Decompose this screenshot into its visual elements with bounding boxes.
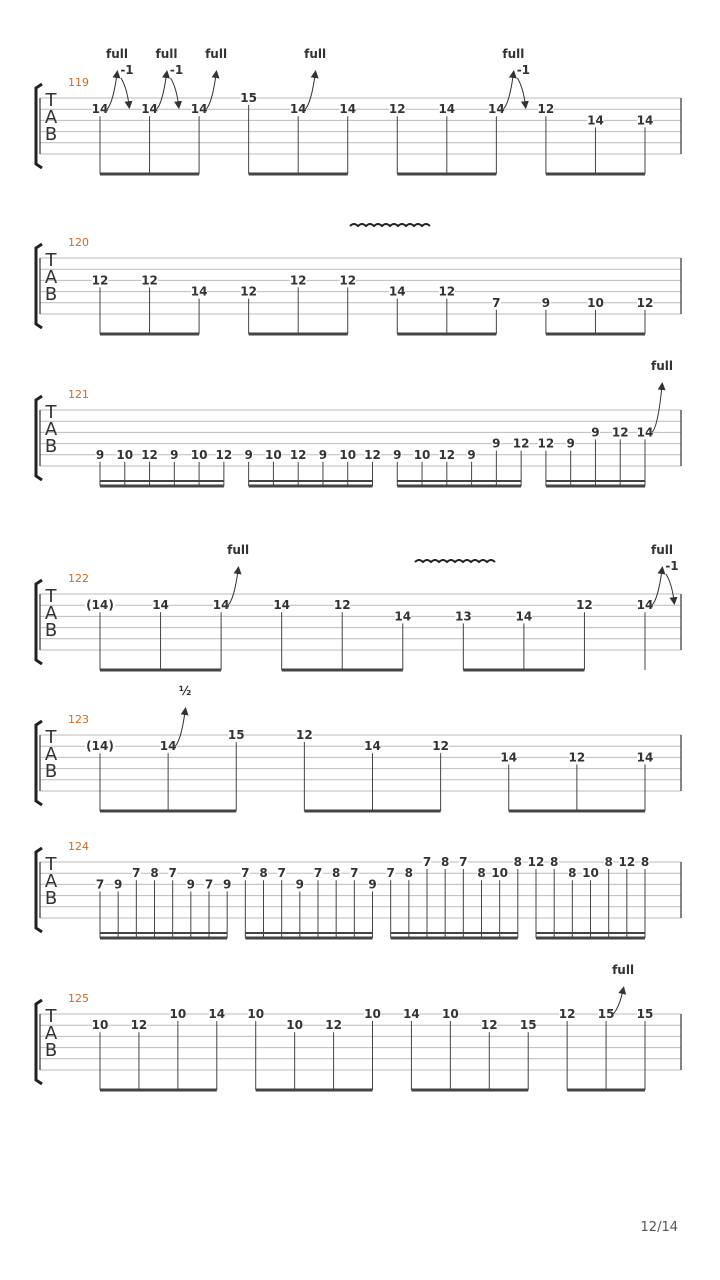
measure-number: 123 bbox=[68, 713, 89, 726]
fret-number: 8 bbox=[513, 855, 523, 869]
tab-clef-letter: A bbox=[44, 603, 58, 624]
fret-number: 15 bbox=[636, 1007, 654, 1021]
fret-number: 9 bbox=[393, 447, 402, 462]
fret-number: 14 bbox=[515, 609, 533, 624]
bend-arrow bbox=[613, 990, 623, 1014]
bend-label: full bbox=[612, 963, 635, 977]
fret-number: 10 bbox=[286, 1018, 303, 1033]
staff-system-119 bbox=[36, 47, 681, 174]
fret-number: 9 bbox=[170, 447, 179, 462]
bend-label: ½ bbox=[178, 684, 192, 698]
fret-number: 7 bbox=[422, 855, 432, 869]
fret-number: 12 bbox=[215, 447, 233, 462]
bend-arrow bbox=[503, 74, 513, 109]
fret-number: 10 bbox=[587, 295, 604, 310]
fret-number: 10 bbox=[364, 1007, 381, 1021]
bend-label: full bbox=[502, 47, 525, 61]
fret-number: 9 bbox=[295, 877, 305, 892]
fret-number: 7 bbox=[241, 866, 250, 881]
fret-number: 8 bbox=[549, 855, 559, 869]
fret-number: 9 bbox=[492, 436, 501, 451]
fret-number: 10 bbox=[190, 447, 208, 462]
fret-number: 8 bbox=[440, 855, 450, 869]
tab-clef-letter: A bbox=[44, 1023, 58, 1044]
fret-number: 9 bbox=[591, 425, 600, 440]
fret-number: 12 bbox=[438, 284, 456, 299]
fret-number: 8 bbox=[568, 866, 577, 881]
fret-number: (14) bbox=[86, 598, 114, 613]
fret-number: 7 bbox=[386, 866, 395, 881]
fret-number: 15 bbox=[227, 728, 245, 742]
fret-number: 12 bbox=[558, 1007, 576, 1021]
tab-clef-letter: T bbox=[45, 402, 57, 423]
fret-number: 10 bbox=[491, 866, 509, 881]
staff-system-123 bbox=[36, 684, 681, 811]
measure-number: 120 bbox=[68, 236, 89, 249]
fret-number: 9 bbox=[95, 447, 105, 462]
bend-arrow bbox=[652, 570, 662, 605]
bend-label: full bbox=[651, 359, 673, 373]
tab-clef-letter: B bbox=[44, 284, 58, 305]
fret-number: 14 bbox=[339, 102, 357, 117]
tab-clef-letter: T bbox=[45, 1006, 57, 1027]
bend-arrow bbox=[175, 711, 185, 746]
system-bracket bbox=[36, 244, 42, 328]
fret-number: 14 bbox=[208, 1007, 226, 1021]
fret-number: 14 bbox=[488, 102, 505, 117]
fret-number: (14) bbox=[86, 739, 114, 754]
fret-number: 8 bbox=[404, 866, 414, 881]
system-bracket bbox=[36, 848, 42, 932]
fret-number: 12 bbox=[527, 855, 545, 869]
fret-number: 7 bbox=[132, 866, 141, 881]
fret-number: 8 bbox=[331, 866, 341, 881]
fret-number: 8 bbox=[477, 866, 486, 881]
fret-number: 15 bbox=[519, 1018, 537, 1033]
fret-number: 14 bbox=[636, 598, 654, 613]
fret-number: 12 bbox=[364, 447, 381, 462]
fret-number: 12 bbox=[568, 750, 586, 765]
system-bracket bbox=[36, 1000, 42, 1084]
tab-clef-letter: B bbox=[44, 761, 58, 782]
staff-system-120 bbox=[36, 224, 681, 334]
vibrato-mark bbox=[415, 560, 495, 562]
fret-number: 14 bbox=[141, 102, 158, 117]
bend-arrow bbox=[652, 386, 662, 432]
tab-clef-letter: A bbox=[44, 871, 58, 892]
bend-arrow bbox=[305, 74, 315, 109]
fret-number: 12 bbox=[289, 447, 307, 462]
fret-number: 14 bbox=[212, 598, 230, 613]
fret-number: 14 bbox=[273, 598, 291, 613]
fret-number: 7 bbox=[313, 866, 323, 881]
staff-system-124 bbox=[36, 840, 681, 938]
tab-clef-letter: B bbox=[44, 888, 58, 909]
fret-number: 15 bbox=[597, 1007, 615, 1021]
fret-number: 8 bbox=[604, 855, 613, 869]
release-arrow bbox=[171, 78, 179, 105]
fret-number: 12 bbox=[576, 598, 593, 613]
fret-number: 12 bbox=[141, 447, 158, 462]
measure-number: 125 bbox=[68, 992, 89, 1005]
fret-number: 10 bbox=[247, 1007, 265, 1021]
fret-number: 12 bbox=[512, 436, 530, 451]
fret-number: 12 bbox=[432, 739, 449, 754]
fret-number: 12 bbox=[325, 1018, 342, 1033]
bend-arrow bbox=[206, 74, 216, 109]
fret-number: 12 bbox=[438, 447, 456, 462]
fret-number: 14 bbox=[159, 739, 177, 754]
staff-system-125 bbox=[36, 963, 681, 1090]
staff-system-121 bbox=[36, 359, 681, 486]
fret-number: 8 bbox=[150, 866, 159, 881]
fret-number: 10 bbox=[116, 447, 134, 462]
fret-number: 12 bbox=[388, 102, 406, 117]
fret-number: 14 bbox=[636, 113, 654, 128]
fret-number: 8 bbox=[640, 855, 650, 869]
fret-number: 7 bbox=[350, 866, 359, 881]
tab-clef-letter: A bbox=[44, 107, 58, 128]
bend-arrow bbox=[228, 570, 238, 605]
tab-clef-letter: B bbox=[44, 1040, 58, 1061]
bend-arrow bbox=[107, 74, 117, 109]
system-bracket bbox=[36, 721, 42, 805]
fret-number: 14 bbox=[388, 284, 406, 299]
fret-number: 14 bbox=[289, 102, 307, 117]
fret-number: 12 bbox=[141, 273, 158, 288]
measure-number: 124 bbox=[68, 840, 89, 853]
fret-number: 14 bbox=[364, 739, 381, 754]
tab-clef-letter: B bbox=[44, 436, 58, 457]
fret-number: 7 bbox=[492, 295, 501, 310]
release-arrow bbox=[666, 574, 674, 601]
system-bracket bbox=[36, 396, 42, 480]
system-bracket bbox=[36, 84, 42, 168]
fret-number: 12 bbox=[480, 1018, 498, 1033]
bend-label: full bbox=[205, 47, 228, 61]
fret-number: 10 bbox=[413, 447, 431, 462]
fret-number: 7 bbox=[95, 877, 105, 892]
bend-label: full bbox=[651, 543, 673, 557]
fret-number: 14 bbox=[500, 750, 518, 765]
bend-label: full bbox=[106, 47, 128, 61]
fret-number: 14 bbox=[394, 609, 412, 624]
fret-number: 7 bbox=[459, 855, 468, 869]
fret-number: 9 bbox=[368, 877, 377, 892]
fret-number: 12 bbox=[618, 855, 636, 869]
fret-number: 15 bbox=[240, 91, 257, 105]
fret-number: 9 bbox=[113, 877, 123, 892]
fret-number: 9 bbox=[541, 295, 551, 310]
fret-number: 7 bbox=[168, 866, 177, 881]
measure-number: 121 bbox=[68, 388, 89, 401]
fret-number: 12 bbox=[537, 436, 555, 451]
tab-clef-letter: T bbox=[45, 90, 57, 111]
tab-clef-letter: T bbox=[45, 727, 57, 748]
bend-label: full bbox=[304, 47, 327, 61]
bend-label: full bbox=[227, 543, 250, 557]
measure-number: 119 bbox=[68, 76, 89, 89]
fret-number: 9 bbox=[222, 877, 232, 892]
tab-clef-letter: T bbox=[45, 586, 57, 607]
fret-number: 7 bbox=[204, 877, 214, 892]
fret-number: 14 bbox=[190, 102, 208, 117]
fret-number: 8 bbox=[259, 866, 268, 881]
tab-clef-letter: A bbox=[44, 419, 58, 440]
fret-number: 9 bbox=[244, 447, 253, 462]
bend-arrow bbox=[157, 74, 167, 109]
fret-number: 9 bbox=[318, 447, 328, 462]
fret-number: 9 bbox=[186, 877, 196, 892]
staff-system-122 bbox=[36, 543, 681, 670]
fret-number: 12 bbox=[537, 102, 555, 117]
fret-number: 14 bbox=[152, 598, 169, 613]
fret-number: 13 bbox=[454, 609, 472, 624]
fret-number: 12 bbox=[130, 1018, 148, 1033]
fret-number: 14 bbox=[91, 102, 109, 117]
fret-number: 10 bbox=[339, 447, 357, 462]
fret-number: 9 bbox=[467, 447, 476, 462]
tab-clef-letter: A bbox=[44, 267, 58, 288]
fret-number: 12 bbox=[91, 273, 109, 288]
fret-number: 14 bbox=[636, 750, 654, 765]
release-arrow bbox=[121, 78, 129, 105]
fret-number: 12 bbox=[339, 273, 357, 288]
fret-number: 12 bbox=[289, 273, 307, 288]
bend-label: full bbox=[155, 47, 178, 61]
fret-number: 12 bbox=[333, 598, 351, 613]
fret-number: 7 bbox=[277, 866, 286, 881]
fret-number: 10 bbox=[91, 1018, 109, 1033]
release-arrow bbox=[517, 78, 525, 105]
tab-clef-letter: A bbox=[44, 744, 58, 765]
measure-number: 122 bbox=[68, 572, 89, 585]
fret-number: 10 bbox=[265, 447, 282, 462]
tab-clef-letter: B bbox=[44, 620, 58, 641]
tab-clef-letter: T bbox=[45, 250, 57, 271]
tab-clef-letter: T bbox=[45, 854, 57, 875]
fret-number: 12 bbox=[611, 425, 629, 440]
fret-number: 14 bbox=[636, 425, 654, 440]
release-label: -1 bbox=[169, 63, 184, 77]
release-label: -1 bbox=[665, 559, 679, 573]
fret-number: 14 bbox=[190, 284, 208, 299]
vibrato-mark bbox=[350, 224, 430, 226]
release-label: -1 bbox=[120, 63, 134, 77]
page-number: 12/14 bbox=[640, 1220, 678, 1235]
tab-clef-letter: B bbox=[44, 124, 58, 145]
fret-number: 9 bbox=[566, 436, 575, 451]
fret-number: 12 bbox=[636, 295, 654, 310]
fret-number: 12 bbox=[296, 728, 313, 742]
fret-number: 10 bbox=[582, 866, 599, 881]
fret-number: 14 bbox=[438, 102, 456, 117]
fret-number: 14 bbox=[587, 113, 604, 128]
fret-number: 10 bbox=[169, 1007, 187, 1021]
fret-number: 12 bbox=[240, 284, 257, 299]
release-label: -1 bbox=[516, 63, 531, 77]
fret-number: 10 bbox=[442, 1007, 459, 1021]
fret-number: 14 bbox=[403, 1007, 420, 1021]
system-bracket bbox=[36, 580, 42, 664]
